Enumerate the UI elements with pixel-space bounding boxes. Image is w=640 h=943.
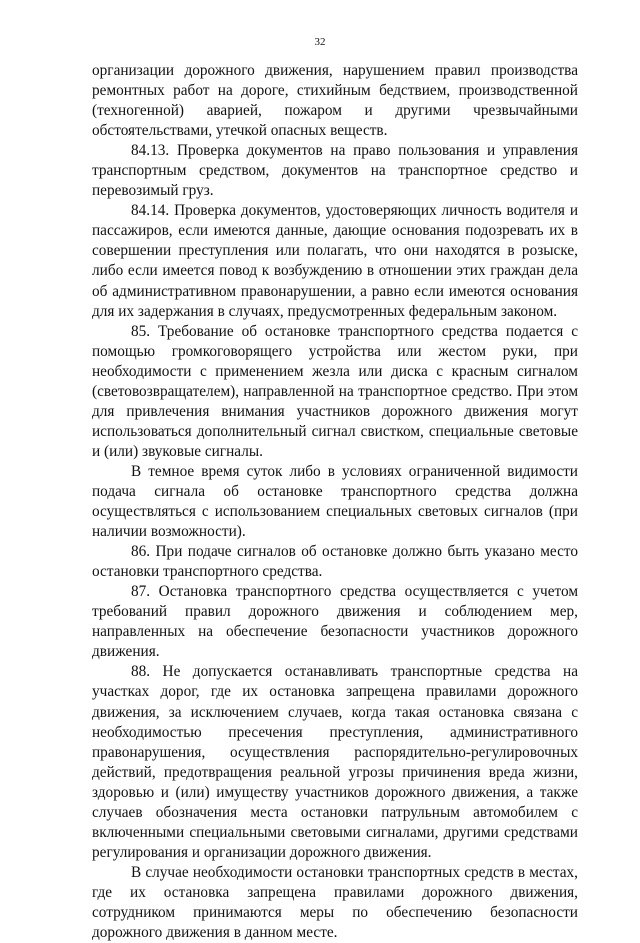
document-body	[92, 61, 578, 943]
paragraph-continuation: организации дорожного движения, нарушением правил производства ремонтных работ на дороге, стихийным бедствием, производственной (техногенной) аварией, пожаром и другими чрезвычайными обстоятельствами, утечкой опасных веществ.	[92, 62, 578, 140]
page-number: 32	[314, 36, 326, 48]
paragraph-88-necessity: В случае необходимости остановки транспортных средств в местах, где их остановка запрещена правилами дорожного движения, сотрудником принимаются меры по обеспечению безопасности дорожного движения в данном месте.	[92, 863, 578, 942]
paragraph-84-13: 84.13. Проверка документов на право пользования и управления транспортным средством, документов на транспортное средство и перевозимый груз.	[92, 142, 578, 200]
paragraph-85-night: В темное время суток либо в условиях ограниченной видимости подача сигнала об остановке транспортного средства должна осуществляться с использованием специальных световых сигналов (при наличии возможности).	[92, 462, 578, 541]
paragraph-88: 88. Не допускается останавливать транспортные средства на участках дорог, где их остановка запрещена правилами дорожного движения, за исключением случаев, когда такая остановка связана с необходимостью пресечения преступления, административного правонарушения, осуществления распорядительно-регулировочных действий, предотвращения реальной угрозы причинения вреда жизни, здоровью и (или) имуществу участников дорожного движения, а также случаев обозначения места остановки патрульным автомобилем с включенными специальными световыми сигналами, другими средствами регулирования и организации дорожного движения.	[92, 663, 578, 861]
paragraph-84-14: 84.14. Проверка документов, удостоверяющих личность водителя и пассажиров, если имеются данные, дающие основания подозревать их в совершении преступления или полагать, что они находятся в розыске, либо если имеется повод к возбуждению в отношении этих граждан дела об административном правонарушении, а равно если имеются основания для их задержания в случаях, предусмотренных федеральным законом.	[92, 202, 578, 320]
paragraph-86: 86. При подаче сигналов об остановке должно быть указано место остановки транспортного средства.	[92, 543, 578, 581]
paragraph-87: 87. Остановка транспортного средства осуществляется с учетом требований правил дорожного движения и соблюдением мер, направленных на обеспечение безопасности участников дорожного движения.	[92, 583, 578, 661]
paragraph-85: 85. Требование об остановке транспортного средства подается с помощью громкоговорящего устройства или жестом руки, при необходимости с применением жезла или диска с красным сигналом (световозвращателем), направленной на транспортное средство. При этом для привлечения внимания участников дорожного движения могут использоваться дополнительный сигнал свистком, специальные световые и (или) звуковые сигналы.	[92, 322, 578, 460]
